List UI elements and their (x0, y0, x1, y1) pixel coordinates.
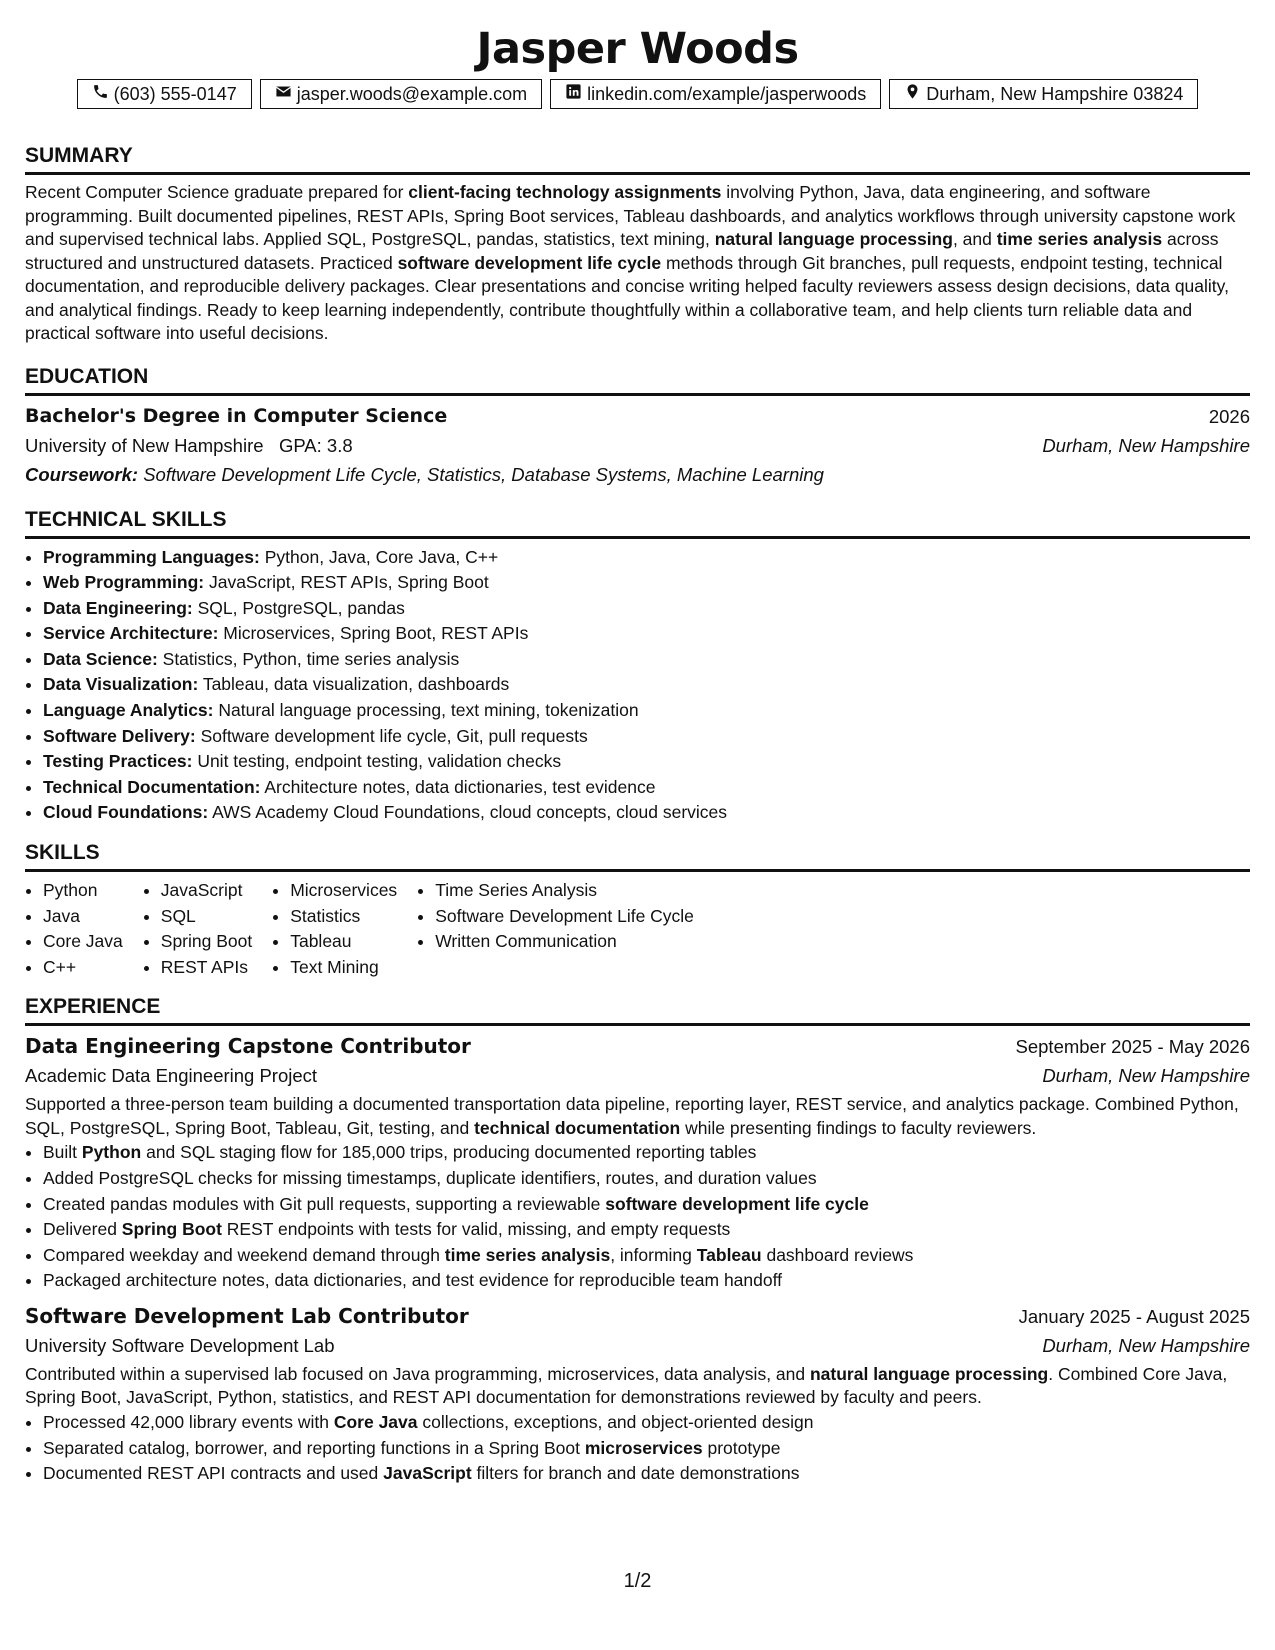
technical-skills-list (25, 545, 1250, 827)
phone-icon (92, 82, 109, 106)
summary-heading: SUMMARY (25, 144, 133, 167)
list-item: • Written Communication (435, 929, 694, 955)
resume-page (25, 0, 1250, 1487)
list-item: • Java (43, 904, 123, 930)
list-item: • Packaged architecture notes, data dictionaries, and test evidence for reproducible team handoff (43, 1268, 1250, 1294)
list-item: • Separated catalog, borrower, and reporting functions in a Spring Boot microservices prototype (43, 1436, 1250, 1462)
job-header (25, 1032, 1250, 1061)
list-item: • JavaScript (161, 878, 252, 904)
list-item: • Cloud Foundations: AWS Academy Cloud Foundations, cloud concepts, cloud services (43, 800, 1250, 826)
job-bullets (25, 1410, 1250, 1487)
education-row-1 (25, 402, 1250, 431)
list-item: • Spring Boot (161, 929, 252, 955)
list-item: • Service Architecture: Microservices, Spring Boot, REST APIs (43, 621, 1250, 647)
job-header (25, 1302, 1250, 1331)
job-description: Supported a three-person team building a documented transportation data pipeline, reporting layer, REST service, and analytics package. Combined Python, SQL, PostgreSQL, Spring Boot, Tableau, Git, testing, and technical documentation while presenting findings to faculty reviewers. (25, 1094, 1239, 1138)
skills-column (417, 878, 694, 980)
envelope-icon (275, 82, 292, 106)
list-item: • Programming Languages: Python, Java, Core Java, C++ (43, 545, 1250, 571)
list-item: • Core Java (43, 929, 123, 955)
list-item: • REST APIs (161, 955, 252, 981)
list-item: • Testing Practices: Unit testing, endpoint testing, validation checks (43, 749, 1250, 775)
education-row-2 (25, 431, 1250, 460)
list-item: • SQL (161, 904, 252, 930)
job-description: Contributed within a supervised lab focused on Java programming, microservices, data analysis, and natural language processing. Combined Core Java, Spring Boot, JavaScript, Python, statistics, and REST API documentation for demonstrations reviewed by faculty and peers. (25, 1363, 1228, 1408)
section-divider (25, 172, 1250, 175)
job-location: Durham, New Hampshire (1042, 1334, 1250, 1356)
technical-skills-heading: TECHNICAL SKILLS (25, 507, 227, 531)
job-bullets (25, 1140, 1250, 1294)
skills-column (25, 878, 123, 980)
list-item: • C++ (43, 955, 123, 981)
job-org-row (25, 1061, 1250, 1090)
list-item: • Built Python and SQL staging flow for 185,000 trips, producing documented reporting tables (43, 1140, 1250, 1166)
list-item: • Microservices (290, 878, 397, 904)
candidate-name: Jasper Woods (476, 24, 799, 74)
list-item: • Language Analytics: Natural language processing, text mining, tokenization (43, 698, 1250, 724)
skills-column (143, 878, 252, 980)
job-title: Data Engineering Capstone Contributor (25, 1034, 471, 1059)
summary-text: Recent Computer Science graduate prepared for client-facing technology assignments involving Python, Java, data engineering, and software programming. Built documented pipelines, REST APIs, Spring Boot services, Tableau dashboards, and analytics workflows through university capstone work and supervised technical labs. Applied SQL, PostgreSQL, pandas, statistics, text mining, natural language processing, and time series analysis across structured and unstructured datasets. Practiced software development life cycle methods through Git branches, pull requests, endpoint testing, technical documentation, and reproducible delivery packages. Clear presentations and concise writing helped faculty reviewers assess design decisions, data quality, and analytical findings. Ready to keep learning independently, contribute thoughtfully within a collaborative team, and help clients turn reliable data and practical software into useful decisions. (25, 182, 1236, 343)
list-item: • Delivered Spring Boot REST endpoints with tests for valid, missing, and empty requests (43, 1217, 1250, 1243)
coursework: Coursework: Software Development Life Cycle, Statistics, Database Systems, Machine Learning (25, 463, 824, 485)
contact-phone[interactable] (77, 79, 252, 109)
section-divider (25, 536, 1250, 539)
list-item: • Statistics (290, 904, 397, 930)
job-org-row (25, 1331, 1250, 1360)
experience-heading: EXPERIENCE (25, 995, 161, 1019)
section-divider (25, 1023, 1250, 1026)
list-item: • Python (43, 878, 123, 904)
school-location: Durham, New Hampshire (1042, 434, 1250, 456)
list-item: • Software Delivery: Software development life cycle, Git, pull requests (43, 724, 1250, 750)
skills-column (272, 878, 397, 980)
list-item: • Processed 42,000 library events with Core Java collections, exceptions, and object-oriented design (43, 1410, 1250, 1436)
list-item: • Added PostgreSQL checks for missing timestamps, duplicate identifiers, routes, and duration values (43, 1166, 1250, 1192)
phone-text: (603) 555-0147 (113, 84, 237, 104)
list-item: • Documented REST API contracts and used JavaScript filters for branch and date demonstrations (43, 1461, 1250, 1487)
list-item: • Software Development Life Cycle (435, 904, 694, 930)
job-dates: September 2025 - May 2026 (1015, 1036, 1250, 1058)
graduation-year: 2026 (1208, 405, 1250, 427)
contact-email[interactable] (260, 79, 542, 109)
job-organization: Academic Data Engineering Project (25, 1065, 318, 1087)
list-item: • Text Mining (290, 955, 397, 981)
linkedin-icon (565, 82, 582, 106)
linkedin-text: linkedin.com/example/jasperwoods (587, 84, 867, 104)
skills-heading: SKILLS (25, 841, 100, 865)
school-gpa: University of New Hampshire GPA: 3.8 (25, 434, 353, 456)
list-item: • Data Visualization: Tableau, data visualization, dashboards (43, 672, 1250, 698)
list-item: • Data Engineering: SQL, PostgreSQL, pandas (43, 596, 1250, 622)
job-organization: University Software Development Lab (25, 1334, 335, 1356)
location-text: Durham, New Hampshire 03824 (926, 84, 1184, 104)
list-item: • Time Series Analysis (435, 878, 694, 904)
contact-bar (25, 79, 1250, 109)
degree-title: Bachelor's Degree in Computer Science (25, 404, 448, 427)
page-number: 1/2 (623, 1570, 652, 1592)
list-item: • Compared weekday and weekend demand through time series analysis, informing Tableau dashboard reviews (43, 1243, 1250, 1269)
contact-location (889, 79, 1198, 109)
job-dates: January 2025 - August 2025 (1018, 1305, 1250, 1327)
job-location: Durham, New Hampshire (1042, 1065, 1250, 1087)
section-divider (25, 393, 1250, 396)
job-title: Software Development Lab Contributor (25, 1303, 469, 1328)
section-divider (25, 869, 1250, 872)
contact-linkedin[interactable] (550, 79, 881, 109)
list-item: • Technical Documentation: Architecture notes, data dictionaries, test evidence (43, 775, 1250, 801)
education-heading: EDUCATION (25, 364, 149, 388)
skills-grid (25, 878, 1250, 980)
list-item: • Data Science: Statistics, Python, time series analysis (43, 647, 1250, 673)
email-text: jasper.woods@example.com (296, 84, 528, 104)
map-pin-icon (904, 82, 921, 106)
list-item: • Created pandas modules with Git pull requests, supporting a reviewable software development life cycle (43, 1192, 1250, 1218)
list-item: • Web Programming: JavaScript, REST APIs, Spring Boot (43, 570, 1250, 596)
list-item: • Tableau (290, 929, 397, 955)
